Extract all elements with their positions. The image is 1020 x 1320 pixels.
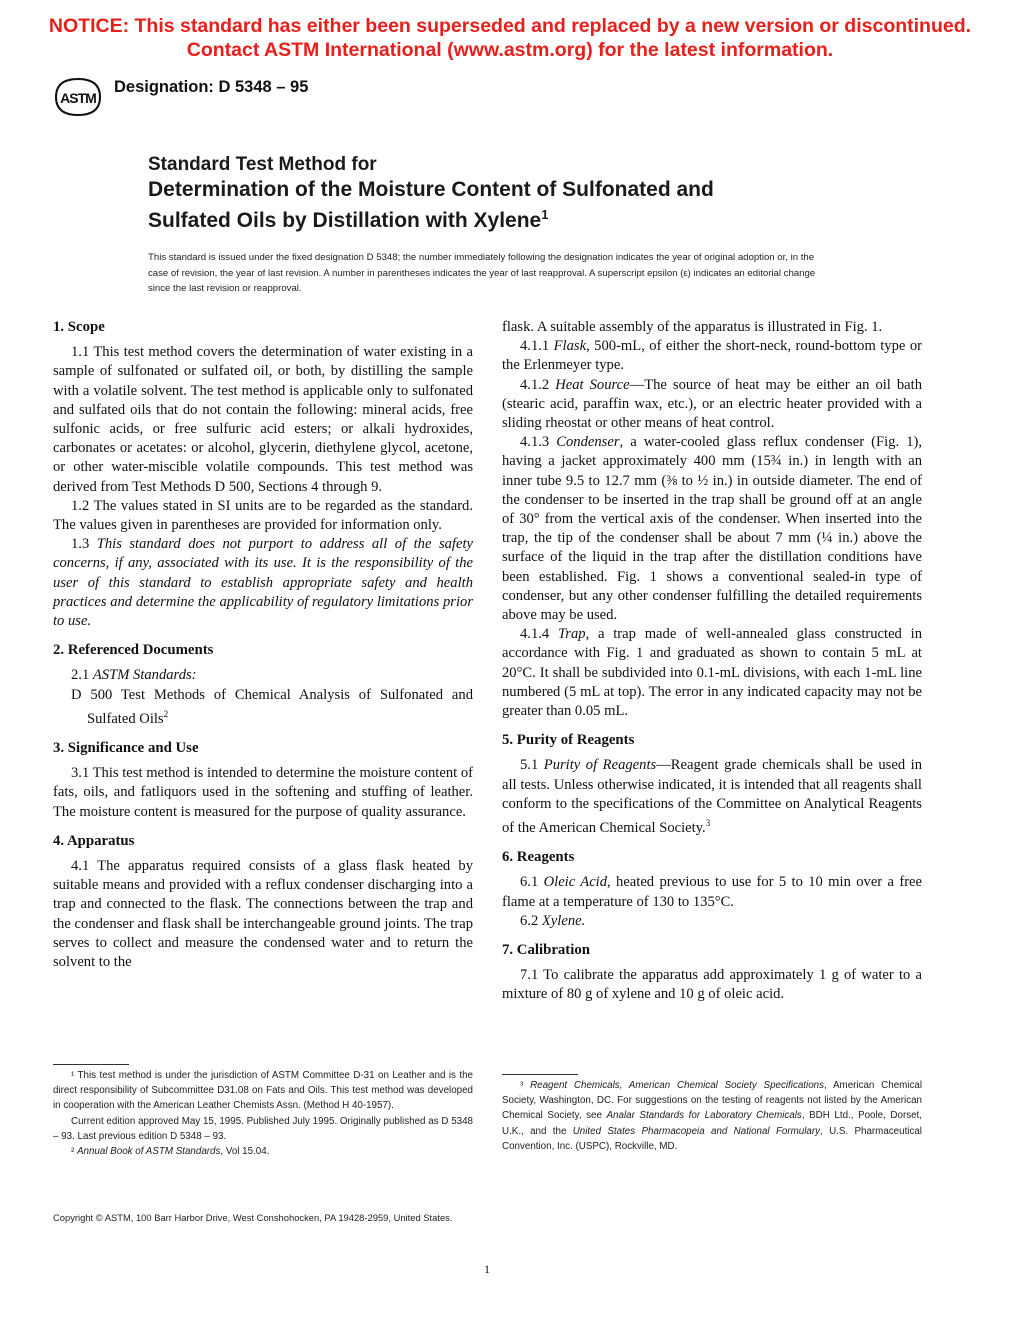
footnote-3 bbox=[502, 1078, 922, 1154]
title-line-3 bbox=[148, 202, 868, 233]
title-line-2: Determination of the Moisture Content of Sulfonated and bbox=[148, 178, 714, 201]
ref-entry-text: D 500 Test Methods of Chemical Analysis of Sulfonated and Sulfated Oils bbox=[71, 686, 473, 727]
paragraph-4-1-2 bbox=[502, 376, 922, 434]
footnote-2 bbox=[53, 1144, 473, 1159]
section-heading-apparatus: 4. Apparatus bbox=[53, 832, 135, 849]
term-trap: Trap bbox=[557, 626, 586, 643]
referenced-document-d500 bbox=[69, 686, 473, 729]
paragraph-4-1-continued: flask. A suitable assembly of the apparatus is illustrated in Fig. 1. bbox=[502, 319, 883, 335]
notice-line-2: Contact ASTM International (www.astm.org) for the latest information. bbox=[186, 39, 834, 61]
footnote-text: , BDH Ltd., Poole, Dorset, U.K., and the bbox=[502, 1110, 923, 1137]
term-purity-of-reagents: Purity of Reagents bbox=[543, 757, 657, 774]
term-flask: Flask bbox=[553, 338, 587, 355]
reagent-chemicals-title: Reagent Chemicals, American Chemical Society Specifications bbox=[530, 1080, 825, 1091]
footnote-rule-left bbox=[53, 1064, 129, 1065]
paragraph-4-1-1 bbox=[502, 337, 922, 375]
paragraph-1-1: 1.1 This test method covers the determination of water existing in a sample of sulfonated or sulfated oil, or both, by distilling the sample with a volatile solvent. The test method is applicable only to sulfonated and sulfated oils that do not contain the following: mineral acids, free sulfonic acids, or free sulfuric acid esters; or alkali hydroxides, carbonates or acetates: or alcohol, glycerin, diethylene glycol, acetone, or other water-miscible volatile compounds. This test method was derived from Test Methods D 500, Sections 4 through 9. bbox=[53, 344, 473, 495]
footnote-1: ¹ This test method is under the jurisdiction of ASTM Committee D-31 on Leather and is the direct responsibility of Subcommittee D31.08 on Fats and Oils. This test method was developed in cooperation with the American Leather Chemists Assn. (Method H 40-1957). bbox=[53, 1070, 473, 1112]
paragraph-text: , a water-cooled glass reflux condenser (Fig. 1), having a jacket approximately 400 mm (15¾ in.) in length with an inner tube 9.5 to 12.7 mm (⅜ to ½ in.) in outside diameter. The end of the condenser to be inserted in the trap shall be ground off at an angle of 30° from the vertical axis of the condenser. When inserted into the trap, the tip of the condenser shall be about 7 mm (¼ in.) above the surface of the liquid in the trap after the distillation conditions have been established. Fig. 1 shows a conventional sealed-in type of condenser, but any other condenser fulfilling the detailed requirements above may be used. bbox=[502, 434, 922, 624]
section-heading-reagents: 6. Reagents bbox=[502, 849, 575, 866]
annual-book-title: Annual Book of ASTM Standards bbox=[76, 1146, 221, 1158]
term-condenser: Condenser bbox=[556, 434, 620, 451]
footnote-text: , American Chemical Society, Washington, DC. For suggestions on the testing of reagents not listed by the American Chemical Society, see bbox=[502, 1080, 923, 1122]
paragraph-6-1 bbox=[502, 873, 922, 911]
left-column bbox=[53, 318, 473, 972]
footnote-text: , U.S. Pharmaceutical Convention, Inc. (USPC), Rockville, MD. bbox=[502, 1125, 922, 1152]
footnote-text: , Vol 15.04. bbox=[220, 1146, 270, 1158]
copyright-line: Copyright © ASTM, 100 Barr Harbor Drive, West Conshohocken, PA 19428-2959, United States. bbox=[53, 1212, 453, 1223]
section-heading-referenced-documents: 2. Referenced Documents bbox=[53, 642, 214, 659]
paragraph-3-1: 3.1 This test method is intended to determine the moisture content of fats, oils, and fatliquors used in the softening and stuffing of leather. The moisture content is measured for the purpose of quality assurance. bbox=[53, 765, 473, 820]
paragraph-text: , a trap made of well-annealed glass constructed in accordance with Fig. 1 and graduated as shown to contain 5 mL at 20°C. It shall be subdivided into 0.1-mL divisions, with each 1-mL line numbered (5 mL at top). The error in any indicated capacity may not be greater than 0.05 mL. bbox=[502, 626, 922, 720]
paragraph-number: 6.2 bbox=[520, 912, 542, 929]
paragraph-2-1 bbox=[53, 666, 473, 685]
paragraph-text: , 500-mL, of either the short-neck, round-bottom type or the Erlenmeyer type. bbox=[502, 338, 922, 374]
logo-text: ASTM bbox=[60, 90, 96, 106]
right-column bbox=[502, 318, 922, 1005]
section-heading-calibration: 7. Calibration bbox=[502, 941, 590, 958]
title-line-3-text: Sulfated Oils by Distillation with Xylene bbox=[148, 209, 542, 232]
paragraph-4-1-3 bbox=[502, 433, 922, 625]
paragraph-number: 1.3 bbox=[71, 536, 97, 553]
analar-standards-title: Analar Standards for Laboratory Chemicals bbox=[606, 1110, 802, 1122]
paragraph-1-2: 1.2 The values stated in SI units are to be regarded as the standard. The values given in parentheses are provided for information only. bbox=[53, 497, 473, 534]
footnote-1-edition: Current edition approved May 15, 1995. Published July 1995. Originally published as D 5348 – 93. Last previous edition D 5348 – 93. bbox=[53, 1115, 473, 1142]
footnote-number: ² bbox=[71, 1146, 77, 1158]
paragraph-7-1: 7.1 To calibrate the apparatus add approximately 1 g of water to a mixture of 80 g of xylene and 10 g of oleic acid. bbox=[502, 967, 922, 1003]
term-oleic-acid: Oleic Acid bbox=[543, 874, 608, 891]
notice-line-1: NOTICE: This standard has either been superseded and replaced by a new version or discontinued. bbox=[48, 15, 972, 37]
paragraph-number: 4.1.2 bbox=[520, 376, 556, 393]
paragraph-number: 5.1 bbox=[520, 757, 544, 774]
astm-standards-label: ASTM Standards: bbox=[92, 667, 197, 684]
astm-logo-icon bbox=[52, 76, 104, 118]
paragraph-number: 6.1 bbox=[520, 874, 544, 891]
designation: Designation: D 5348 – 95 bbox=[114, 78, 309, 96]
page-number: 1 bbox=[484, 1262, 490, 1276]
paragraph-6-2 bbox=[502, 912, 922, 931]
paragraph-text: —Reagent grade chemicals shall be used in all tests. Unless otherwise indicated, it is intended that all reagents shall conform to the specifications of the Committee on Analytical Reagents of the American Chemical Society. bbox=[502, 757, 923, 836]
footnote-number: ³ bbox=[520, 1080, 531, 1091]
term-xylene: Xylene. bbox=[541, 912, 586, 929]
designation-row bbox=[52, 76, 308, 118]
term-heat-source: Heat Source bbox=[555, 376, 630, 393]
footnote-ref: 3 bbox=[705, 818, 711, 829]
paragraph-number: 4.1.1 bbox=[520, 338, 554, 355]
title-line-1: Standard Test Method for bbox=[148, 154, 377, 175]
paragraph-text: , heated previous to use for 5 to 10 min over a free flame at a temperature of 130 to 135°C. bbox=[502, 874, 923, 910]
section-heading-significance: 3. Significance and Use bbox=[53, 739, 199, 756]
footnote-rule-right bbox=[502, 1074, 578, 1075]
paragraph-5-1 bbox=[502, 756, 922, 838]
pharmacopeia-title: United States Pharmacopeia and National Formulary bbox=[572, 1125, 821, 1137]
paragraph-1-3 bbox=[53, 535, 473, 631]
paragraph-number: 2.1 bbox=[71, 667, 93, 684]
paragraph-number: 4.1.3 bbox=[520, 434, 557, 451]
paragraph-number: 4.1.4 bbox=[520, 626, 558, 643]
footnote-ref: 2 bbox=[163, 708, 169, 719]
safety-caveat: This standard does not purport to address all of the safety concerns, if any, associated with its use. It is the responsibility of the user of this standard to establish appropriate safety and health practices and determine the applicability of regulatory limitations prior to use. bbox=[53, 536, 473, 630]
footnotes-left bbox=[53, 1068, 473, 1159]
paragraph-4-1-4 bbox=[502, 625, 922, 721]
superseded-notice bbox=[0, 14, 1020, 62]
section-heading-scope: 1. Scope bbox=[53, 319, 105, 335]
footnotes-right bbox=[502, 1078, 922, 1154]
title-footnote-ref: 1 bbox=[541, 207, 549, 222]
issued-note: This standard is issued under the fixed designation D 5348; the number immediately following the designation indicates the year of original adoption or, in the case of revision, the year of last revision. A number in parentheses indicates the year of last reapproval. A superscript epsilon (ε) indicates an editorial change since the last revision or reapproval. bbox=[148, 252, 816, 294]
section-heading-purity-of-reagents: 5. Purity of Reagents bbox=[502, 732, 635, 749]
paragraph-text: —The source of heat may be either an oil bath (stearic acid, paraffin wax, etc.), or an electric heater provided with a sliding rheostat or other means of heat control. bbox=[502, 376, 923, 432]
paragraph-4-1: 4.1 The apparatus required consists of a glass flask heated by suitable means and provided with a reflux condenser discharging into a trap and connected to the flask. The connections between the trap and the condenser and flask shall be interchangeable ground joints. The trap serves to collect and measure the condensed water and to return the solvent to the bbox=[53, 857, 473, 970]
document-title bbox=[148, 152, 868, 233]
